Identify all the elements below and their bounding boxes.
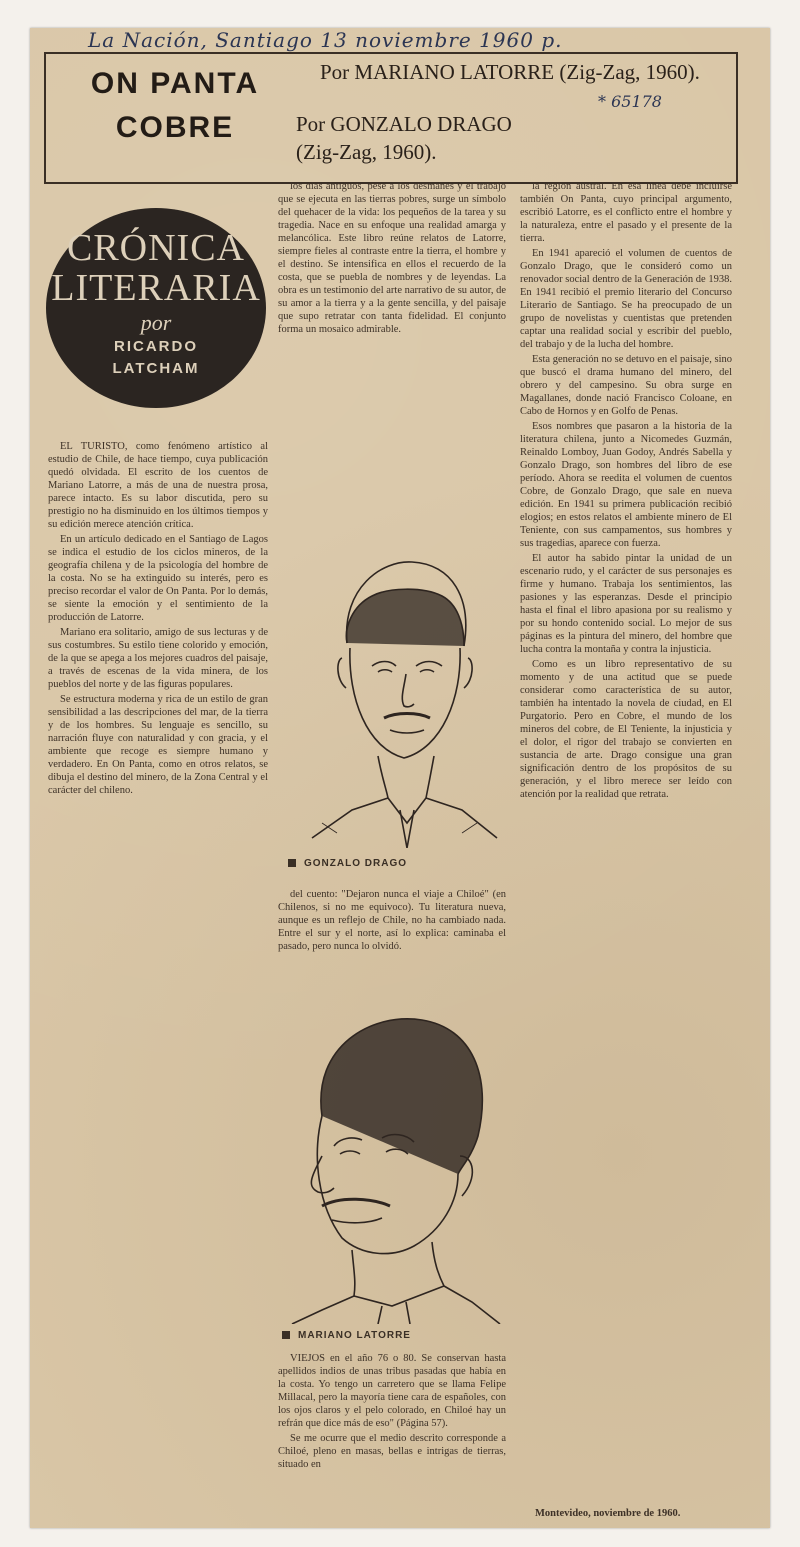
badge-line-1: CRÓNICA	[66, 227, 246, 269]
badge-line-5: LATCHAM	[112, 360, 200, 377]
handwritten-reference: * 65178	[598, 92, 662, 111]
caption-marker	[288, 859, 296, 867]
caption-latorre	[282, 1330, 411, 1341]
paragraph: Se me ocurre que el medio descrito corresponde a Chiloé, pleno en masas, bellas e intrigas de tierras, situado en	[278, 1433, 506, 1470]
article-title	[50, 62, 300, 150]
caption-drago	[288, 858, 407, 869]
paragraph: los días antiguos, pese a los desmanes y el trabajo que se ejecuta en las tierras pobres, surge un símbolo del quehacer de la vida: los pequeños de la tarea y su tragedia. Nace en su enfoque una realidad amarga y melancólica. Este libro reúne relatos de Latorre, siempre fieles al contraste entre la tierra, el hombre y el destino. Se intensifica en ellos el recuerdo de la costa, que se puebla de nombres y de leyendas. La obra es un testimonio del arte narrativo de su autor, de su amor a la tierra y a la gente sencilla, y del paisaje que supo retratar con tanta fidelidad. El conjunto forma un mosaico admirable.	[278, 181, 506, 335]
paragraph: EL TURISTO, como fenómeno artístico al estudio de Chile, de hace tiempo, cuya publicación quedó olvidada. El escrito de los cuentos de Mariano Latorre, a más de una de nuestra prosa, parece intacto. Es su labor discutida, pero su prestigio no ha disminuido en los últimos tiempos y su edición merece atención crítica.	[48, 441, 268, 530]
title-line-1: ON PANTA	[90, 67, 260, 100]
byline-drago: Por GONZALO DRAGO (Zig-Zag, 1960).	[296, 112, 512, 164]
caption-latorre-text: MARIANO LATORRE	[298, 1330, 411, 1341]
portrait-mariano-latorre	[282, 1006, 502, 1324]
badge-line-4: RICARDO	[114, 338, 198, 355]
text-column-3	[520, 180, 732, 1510]
text-column-1	[48, 440, 268, 1515]
paragraph: VIEJOS en el año 76 o 80. Se conservan hasta apellidos indios de unas tribus pasadas que había en la costa. Yo tengo un carretero que se llama Felipe Millacal, pero la mayoría tiene cara de españoles, con los ojos claros y el pelo colorado, en Chiloé hay un refrán que dice más de eso" (Página 57).	[278, 1353, 506, 1429]
paragraph: En 1941 apareció el volumen de cuentos de Gonzalo Drago, que le consideró como un renovador social dentro de la Generación de 1938. En 1941 recibió el premio literario del Concurso Literario de Santiago. Se ha preocupado de un grupo de novelistas y cuentistas que pretenden captar una realidad social y escribir del pueblo, del trabajo y de la lucha del hombre.	[520, 248, 732, 350]
badge-line-2: LITERARIA	[51, 267, 261, 309]
byline-latorre: Por MARIANO LATORRE (Zig-Zag, 1960).	[320, 60, 700, 84]
portrait-gonzalo-drago	[292, 548, 502, 848]
text-column-2-middle	[278, 888, 506, 1012]
paragraph: Como es un libro representativo de su momento y de una actitud que se puede considerar como característica de su autor, también ha intentado la novela de ciudad, en El Purgatorio. Pero en Cobre, el mundo de los mineros del cobre, de El Teniente, la injusticia y el dolor, el rigor del trabajo se convierten en sustancia de arte. Drago consigue una gran significación dentro de los propósitos de su generación, y el libro merece ser leído con atención por la realidad que retrata.	[520, 659, 732, 800]
paragraph: Se estructura moderna y rica de un estilo de gran sensibilidad a las descripciones del mar, de la tierra y de los hombres. Su lenguaje es sencillo, su narración fluye con naturalidad y con gracia, y el ambiente que recoge es siempre humano y verdadero. En On Panta, como en otros relatos, se dibuja el destino del minero, de la Zona Central y el carácter del chileno.	[48, 694, 268, 796]
paragraph: Mariano era solitario, amigo de sus lecturas y de sus costumbres. Su estilo tiene colorido y emoción, de la que se apega a los mejores cuadros del paisaje, a través de escenas de la vida minera, de los pueblos del norte y de las figuras populares.	[48, 627, 268, 690]
badge-line-3: por	[140, 310, 172, 335]
paragraph: la región austral. En esa línea debe incluirse también On Panta, cuyo principal argumento, escribió Latorre, es el conflicto entre el hombre y la naturaleza, entre el pasado y el presente de la tierra.	[520, 181, 732, 244]
handwritten-note: La Nación, Santiago 13 noviembre 1960 p.	[88, 28, 563, 52]
title-line-2: COBRE	[115, 111, 235, 144]
paragraph: Esta generación no se detuvo en el paisaje, sino que buscó el drama humano del minero, del obrero y del campesino. Su obra surge en Magallanes, donde nació Francisco Coloane, en Cabo de Hornos y en Golfo de Penas.	[520, 354, 732, 417]
paragraph: El autor ha sabido pintar la unidad de un escenario rudo, y el carácter de sus personajes es firme y humano. Trabaja los sentimientos, las pasiones y las esperanzas. Desde el principio hasta el final el libro apasiona por su realismo y por su hondo contenido social. Lo mejor de sus páginas es la pintura del minero, del hombre que lucha contra la montaña y contra la injusticia.	[520, 553, 732, 655]
caption-drago-text: GONZALO DRAGO	[304, 858, 407, 869]
text-column-2-top	[278, 180, 506, 530]
paragraph: del cuento: "Dejaron nunca el viaje a Chiloé" (en Chilenos, si no me equivoco). Tu literatura nueva, aunque es un reflejo de Chile, no ha cambiado nada. Entre el sur y el norte, así lo explica: caminaba el pasado, pero nunca lo olvidó.	[278, 889, 506, 952]
paragraph: En un artículo dedicado en el Santiago de Lagos se indica el estudio de los ciclos mineros, de la geografía chilena y de la psicología del hombre de la costa. No se ha extinguido su interés, pero es preciso recordar el valor de On Panta. Por lo demás, se siente la emoción y el sentimiento de la producción de Latorre.	[48, 534, 268, 623]
caption-marker	[282, 1331, 290, 1339]
paragraph: Esos nombres que pasaron a la historia de la literatura chilena, junto a Nicomedes Guzmán, Reinaldo Lomboy, Juan Godoy, Andrés Sabella y Gonzalo Drago, son hombres del libro de ese período. Ahora se reedita el volumen de cuentos Cobre, de Gonzalo Drago, que sale en nueva edición. En 1941 su primera publicación recibió elogios; en estos relatos el ambiente minero de El Teniente, con sus campamentos, sus hombres y sus tragedias, aparece con fuerza.	[520, 421, 732, 549]
text-column-2-bottom	[278, 1352, 506, 1522]
column-badge	[46, 208, 266, 408]
signature-line: Montevideo, noviembre de 1960.	[535, 1508, 681, 1519]
